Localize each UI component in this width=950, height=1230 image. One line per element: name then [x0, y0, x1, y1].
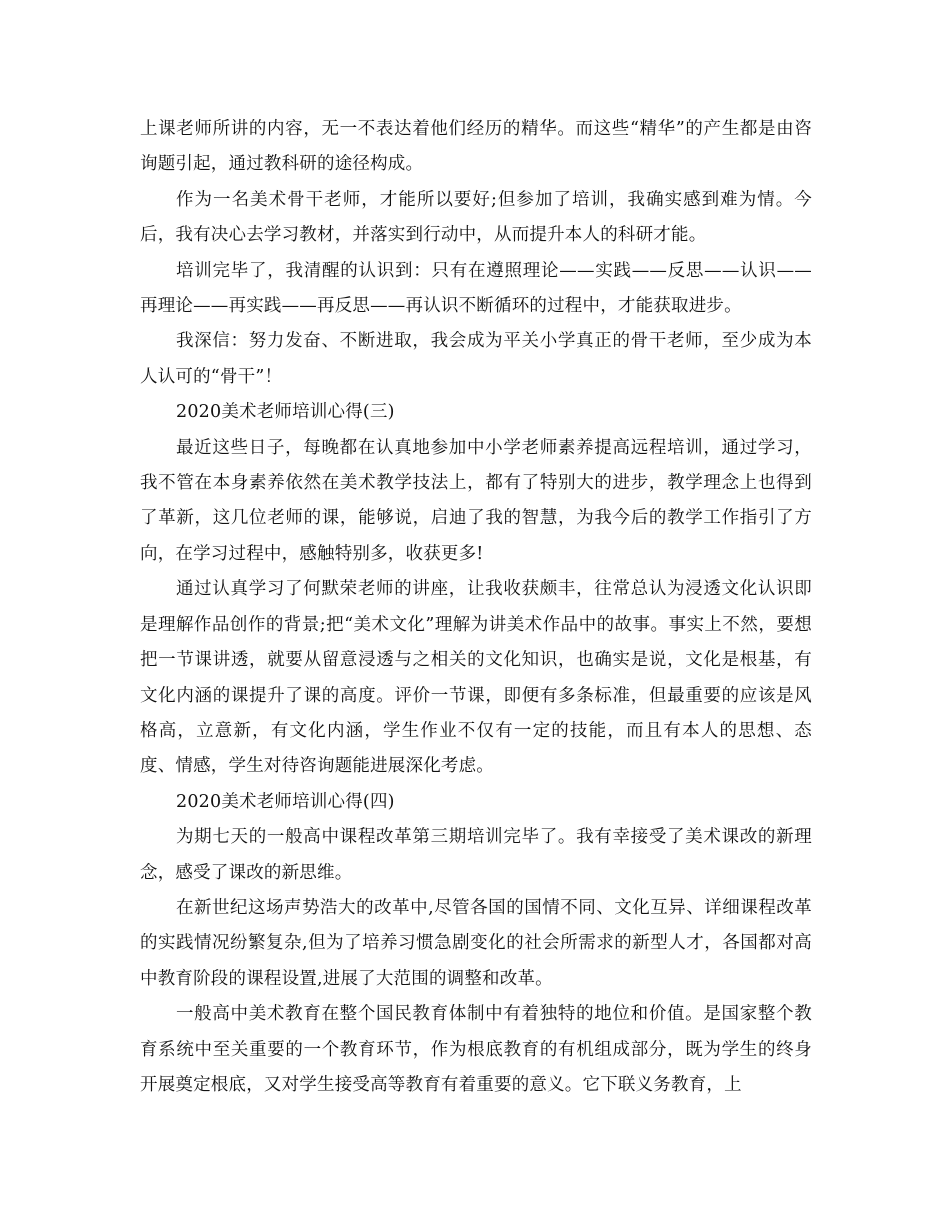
document-body	[140, 112, 812, 1103]
section-heading-4: 2020美术老师培训心得(四)	[176, 791, 395, 812]
paragraph-4: 我深信：努力发奋、不断进取，我会成为平关小学真正的骨干老师，至少成为本人认可的“骨干”！	[140, 331, 812, 387]
paragraph-5: 最近这些日子，每晚都在认真地参加中小学老师素养提高远程培训，通过学习，我不管在本身素养依然在美术教学技法上，都有了特别大的进步，教学理念上也得到了革新，这几位老师的课，能够说，启迪了我的智慧，为我今后的教学工作指引了方向，在学习过程中，感触特别多，收获更多!	[140, 437, 812, 564]
paragraph-7: 为期七天的一般高中课程改革第三期培训完毕了。我有幸接受了美术课改的新理念，感受了课改的新思维。	[140, 827, 812, 883]
paragraph-6: 通过认真学习了何默荣老师的讲座，让我收获颇丰，往常总认为浸透文化认识即是理解作品创作的背景;把“美术文化”理解为讲美术作品中的故事。事实上不然，要想把一节课讲透，就要从留意浸透与之相关的文化知识，也确实是说，文化是根基，有文化内涵的课提升了课的高度。评价一节课，即便有多条标准，但最重要的应该是风格高，立意新，有文化内涵，学生作业不仅有一定的技能，而且有本人的思想、态度、情感，学生对待咨询题能进展深化考虑。	[140, 579, 812, 777]
section-heading-3: 2020美术老师培训心得(三)	[176, 402, 395, 423]
paragraph-9: 一般高中美术教育在整个国民教育体制中有着独特的地位和价值。是国家整个教育系统中至关重要的一个教育环节，作为根底教育的有机组成部分，既为学生的终身开展奠定根底，又对学生接受高等教育有着重要的意义。它下联义务教育，上	[140, 1004, 812, 1095]
paragraph-3: 培训完毕了，我清醒的认识到：只有在遵照理论——实践——反思——认识——再理论——再实践——再反思——再认识不断循环的过程中，才能获取进步。	[140, 260, 812, 317]
paragraph-1: 上课老师所讲的内容，无一不表达着他们经历的精华。而这些“精华”的产生都是由咨询题引起，通过教科研的途径构成。	[140, 119, 812, 175]
paragraph-2: 作为一名美术骨干老师，才能所以要好;但参加了培训，我确实感到难为情。今后，我有决心去学习教材，并落实到行动中，从而提升本人的科研才能。	[140, 189, 812, 246]
paragraph-8: 在新世纪这场声势浩大的改革中,尽管各国的国情不同、文化互异、详细课程改革的实践情况纷繁复杂,但为了培养习惯急剧变化的社会所需求的新型人才，各国都对高中教育阶段的课程设置,进展了大范围的调整和改革。	[140, 897, 812, 989]
